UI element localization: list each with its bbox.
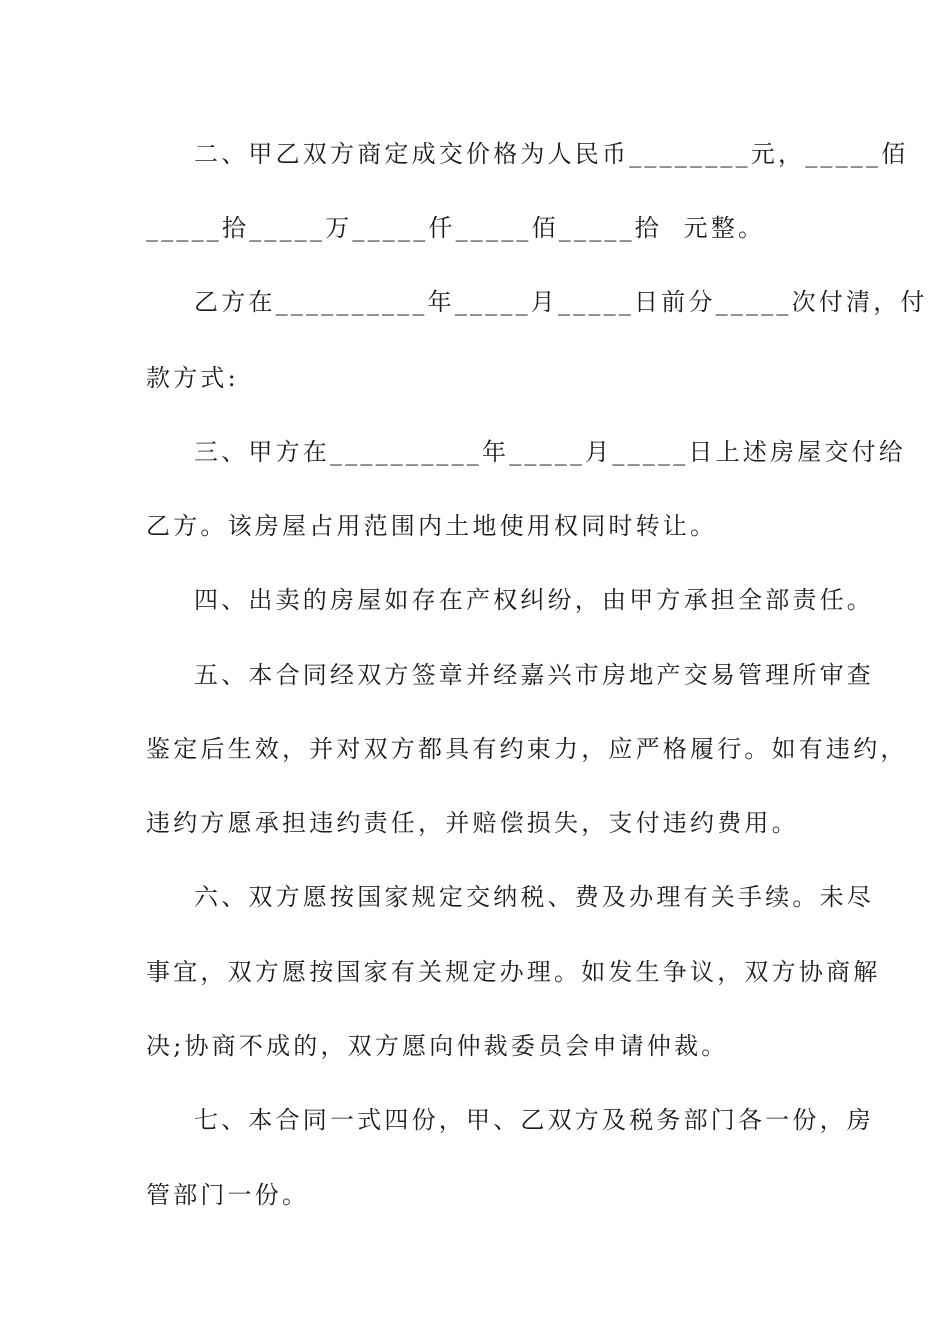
clause-6-line-1: 六、双方愿按国家规定交纳税、费及办理有关手续。未尽 [194,883,874,911]
clause-2-price-line-2: _____拾_____万_____仟_____佰_____拾 元整。 [146,214,766,242]
clause-3-line-1: 三、甲方在__________年_____月_____日上述房屋交付给 [194,438,906,466]
clause-3-line-2: 乙方。该房屋占用范围内土地使用权同时转让。 [146,512,718,540]
clause-6-line-2: 事宜，双方愿按国家有关规定办理。如发生争议，双方协商解 [146,958,881,986]
clause-2-price-line-1: 二、甲乙双方商定成交价格为人民币________元，_____佰 [194,140,909,168]
clause-4-line-1: 四、出卖的房屋如存在产权纠纷，由甲方承担全部责任。 [194,586,874,614]
clause-7-line-2: 管部门一份。 [146,1181,310,1209]
clause-5-line-3: 违约方愿承担违约责任，并赔偿损失，支付违约费用。 [146,809,799,837]
clause-5-line-1: 五、本合同经双方签章并经嘉兴市房地产交易管理所审查 [194,661,874,689]
payment-schedule-line-2: 款方式: [146,364,239,392]
payment-schedule-line-1: 乙方在__________年_____月_____日前分_____次付清，付 [194,288,928,316]
clause-7-line-1: 七、本合同一式四份，甲、乙双方及税务部门各一份，房 [194,1106,874,1134]
clause-6-line-3: 决;协商不成的，双方愿向仲裁委员会申请仲裁。 [146,1032,729,1060]
clause-5-line-2: 鉴定后生效，并对双方都具有约束力，应严格履行。如有违约， [146,735,908,763]
